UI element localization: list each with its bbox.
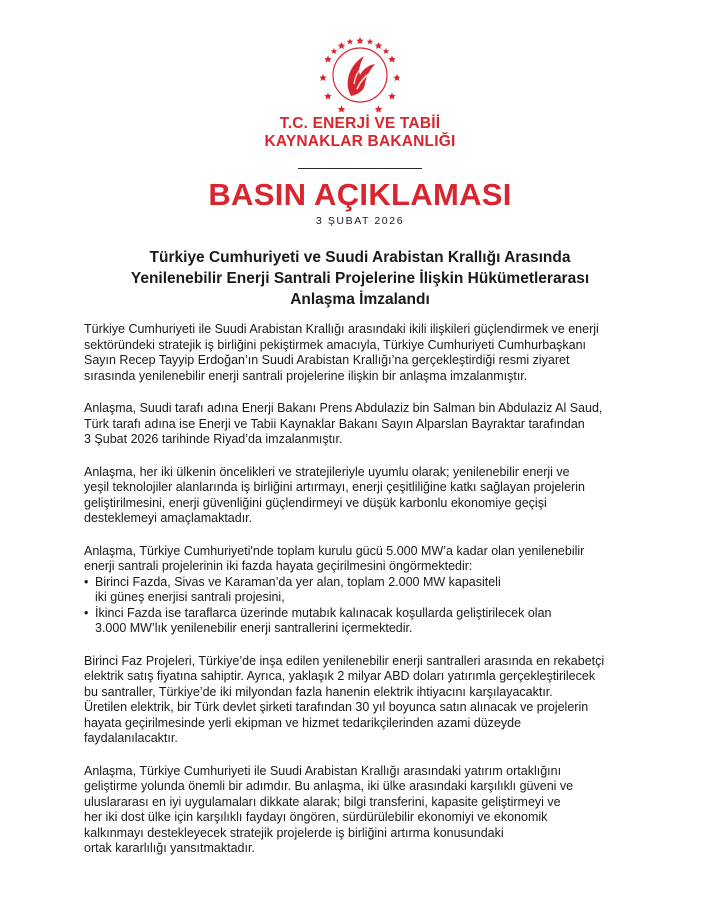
- text-line: bu santraller, Türkiye’de iki milyondan fazla hanenin elektrik ihtiyacını karşılayacaktır.: [84, 684, 553, 699]
- headline-line: Türkiye Cumhuriyeti ve Suudi Arabistan Krallığı Arasında: [149, 249, 571, 266]
- bullet-continuation: 3.000 MW’lık yenilenebilir enerji santrallerini içermektedir.: [95, 621, 413, 635]
- text-line: geliştirme yolunda önemli bir adımdır. Bu anlaşma, iki ülke arasındaki karşılıklı güveni ve: [84, 779, 574, 793]
- text-line: Türk tarafı adına ise Enerji ve Tabii Kaynaklar Bakanı Sayın Alparslan Bayraktar tarafından: [84, 416, 585, 431]
- text-line: Birinci Faz Projeleri, Türkiye’de inşa edilen yenilenebilir enerji santralleri arasında en rekabetçi: [84, 653, 605, 668]
- body-text: [84, 322, 644, 874]
- text-line: her iki dost ülke için karşılıklı faydayı öngören, sürdürülebilir ekonomiyi ve ekonomik: [84, 810, 548, 824]
- text-line: enerji santrali projelerinin iki fazda hayata geçirilmesini öngörmektedir:: [84, 559, 473, 573]
- divider: [298, 168, 422, 169]
- text-line: Üretilen elektrik, bir Türk devlet şirketi tarafından 30 yıl boyunca satın alınacak ve projelerin: [84, 700, 589, 714]
- release-date: 3 ŞUBAT 2026: [315, 215, 405, 227]
- text-line: Anlaşma, Türkiye Cumhuriyeti'nde toplam kurulu gücü 5.000 MW’a kadar olan yenilenebilir: [84, 543, 585, 558]
- text-line: ortak kararlılığı yansıtmaktadır.: [84, 841, 255, 855]
- text-line: kalkınmayı destekleyecek stratejik projelerde iş birliğini artırma konusundaki: [84, 825, 504, 840]
- bullet-icon: •: [84, 605, 89, 620]
- text-line: uluslararası en iyi uygulamaları dikkate alarak; bilgi transferini, kapasite geliştirmeyi ve: [84, 794, 561, 809]
- ministry-emblem-icon: [320, 34, 400, 114]
- paragraph: [84, 544, 644, 637]
- text-line: 3 Şubat 2026 tarihinde Riyad’da imzalanmıştır.: [84, 432, 343, 446]
- text-line: Sayın Recep Tayyip Erdoğan’ın Suudi Arabistan Krallığı’na gerçekleştirdiği resmi ziyaret: [84, 353, 570, 367]
- text-line: yeşil teknolojiler alanlarında iş birliğini artırmayı, enerji çeşitliliğine katkı sağlayan projelerin: [84, 480, 585, 494]
- bullet-item: [84, 606, 644, 622]
- paragraph: [84, 654, 644, 747]
- paragraph: [84, 465, 644, 527]
- paragraph: [84, 764, 644, 857]
- paragraph: [84, 322, 644, 384]
- bullet-item: [84, 575, 644, 591]
- text-line: elektrik satış fiyatına sahiptir. Ayrıca, yaklaşık 2 milyar ABD doları yatırımla gerçekleştirilecek: [84, 669, 596, 683]
- text-line: Anlaşma, her iki ülkenin öncelikleri ve stratejileriyle uyumlu olarak; yenilenebilir enerji ve: [84, 464, 570, 479]
- bullet-text: Birinci Fazda, Sivas ve Karaman’da yer alan, toplam 2.000 MW kapasiteli: [95, 574, 501, 589]
- bullet-text: İkinci Fazda ise taraflarca üzerinde mutabık kalınacak koşullarda geliştirilecek olan: [95, 605, 552, 620]
- headline-line: Anlaşma İmzalandı: [290, 291, 430, 308]
- text-line: desteklemeyi amaçlamaktadır.: [84, 511, 253, 525]
- bullet-icon: •: [84, 574, 89, 589]
- headline-line: Yenilenebilir Enerji Santrali Projelerine İlişkin Hükümetlerarası: [130, 270, 590, 287]
- text-line: hayata geçirilmesinde yerli ekipman ve hizmet tedarikçilerinden azami düzeyde: [84, 715, 522, 730]
- headline: [0, 247, 720, 310]
- text-line: sektöründeki stratejik iş birliğini pekiştirmek amacıyla, Türkiye Cumhuriyeti Cumhurbaşkanı: [84, 337, 587, 352]
- text-line: geliştirilmesini, enerji güvenliğini güçlendirmeyi ve düşük karbonlu ekonomiye geçişi: [84, 495, 547, 510]
- text-line: Anlaşma, Suudi tarafı adına Enerji Bakanı Prens Abdulaziz bin Salman bin Abdulaziz Al Saud,: [84, 401, 603, 415]
- ministry-name-line2: KAYNAKLAR BAKANLIĞI: [264, 133, 456, 150]
- text-line: sırasında yenilenebilir enerji santrali projelerine ilişkin bir anlaşma imzalanmıştır.: [84, 368, 528, 383]
- text-line: faydalanılacaktır.: [84, 731, 178, 745]
- ministry-name-line1: T.C. ENERJİ VE TABİİ: [279, 115, 441, 132]
- paragraph: [84, 401, 644, 448]
- text-line: Anlaşma, Türkiye Cumhuriyeti ile Suudi Arabistan Krallığı arasındaki yatırım ortaklığını: [84, 763, 562, 778]
- press-release-title: BASIN AÇIKLAMASI: [208, 177, 512, 212]
- bullet-continuation: iki güneş enerjisi santrali projesini,: [95, 590, 285, 604]
- text-line: Türkiye Cumhuriyeti ile Suudi Arabistan Krallığı arasındaki ikili ilişkileri güçlendirmek ve enerji: [84, 322, 599, 336]
